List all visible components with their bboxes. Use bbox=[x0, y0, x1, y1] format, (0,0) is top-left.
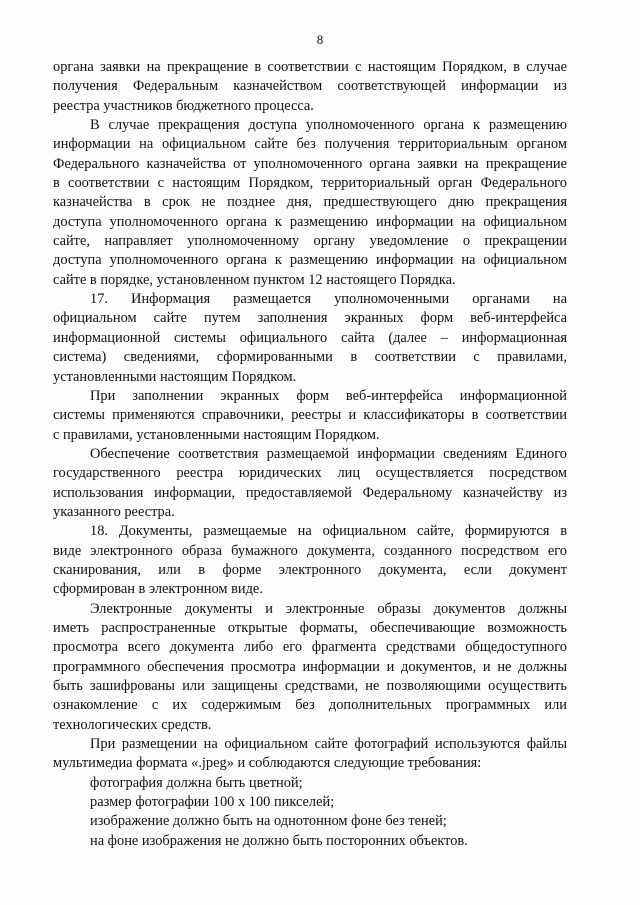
text-line: доступа уполномоченного органа к размещению информации на официальном bbox=[53, 252, 567, 269]
text-line: технологических средств. bbox=[53, 716, 212, 733]
text-line: информации на официальном сайте без получения территориальным органом bbox=[53, 136, 567, 153]
text-line: официальном сайте путем заполнения экранных форм веб-интерфейса bbox=[53, 310, 567, 327]
text-line: программного обеспечения просмотра информации и документов, и не должны bbox=[53, 658, 567, 675]
text-line: государственного реестра юридических лиц осуществляется посредством bbox=[53, 465, 567, 482]
text-line: быть зашифрованы или защищены средствами, не позволяющими осуществить bbox=[53, 678, 567, 694]
text-line: Электронные документы и электронные образы документов должны bbox=[90, 600, 567, 617]
text-line: системы применяются справочники, реестры и классификаторы в соответствии bbox=[53, 407, 567, 424]
text-line: виде электронного образа бумажного документа, созданного посредством его bbox=[53, 542, 567, 559]
text-line: 18. Документы, размещаемые на официальном сайте, формируются в bbox=[90, 523, 567, 540]
text-line: в соответствии с настоящим Порядком, территориальный орган Федерального bbox=[53, 175, 567, 192]
text-line: реестра участников бюджетного процесса. bbox=[53, 97, 314, 114]
text-line: система) сведениями, сформированными в соответствии с правилами, bbox=[53, 349, 567, 366]
text-line: Обеспечение соответствия размещаемой информации сведениям Единого bbox=[90, 445, 567, 462]
text-line: установленными настоящим Порядком. bbox=[53, 368, 297, 385]
text-line: информационной системы официального сайта (далее – информационная bbox=[53, 329, 567, 346]
text-line: ознакомление с их содержимым без дополнительных программных или bbox=[53, 697, 567, 714]
document-body bbox=[53, 58, 567, 851]
text-line: В случае прекращения доступа уполномоченного органа к размещению bbox=[90, 117, 567, 134]
text-line: сканирования, или в форме электронного документа, если документ bbox=[53, 561, 567, 578]
text-line: органа заявки на прекращение в соответствии с настоящим Порядком, в случае bbox=[53, 59, 567, 75]
text-line: При размещении на официальном сайте фотографий используются файлы bbox=[90, 736, 567, 753]
text-line: мультимедиа формата «.jpeg» и соблюдаются следующие требования: bbox=[53, 755, 482, 772]
text-line: фотография должна быть цветной; bbox=[90, 774, 303, 791]
text-line: 17. Информация размещается уполномоченными органами на bbox=[90, 291, 567, 308]
text-line: сформирован в электронном виде. bbox=[53, 581, 263, 598]
text-line: иметь распространенные открытые форматы, обеспечивающие возможность bbox=[53, 619, 567, 636]
text-line: получения Федеральным казначейством соответствующей информации из bbox=[53, 78, 567, 95]
text-line: с правилами, установленными настоящим Порядком. bbox=[53, 426, 380, 443]
text-line: доступа уполномоченного органа к размещению информации на официальном bbox=[53, 213, 567, 230]
text-line: сайте, направляет уполномоченному органу уведомление о прекращении bbox=[53, 233, 567, 250]
page-number: 8 bbox=[316, 32, 324, 47]
text-line: изображение должно быть на однотонном фоне без теней; bbox=[90, 813, 447, 830]
text-line: использования информации, предоставляемой Федеральному казначейству из bbox=[53, 484, 567, 501]
text-line: При заполнении экранных форм веб-интерфейса информационной bbox=[90, 387, 567, 404]
text-line: на фоне изображения не должно быть посторонних объектов. bbox=[90, 832, 468, 849]
text-line: указанного реестра. bbox=[53, 503, 175, 520]
text-line: казначейства в срок не позднее дня, предшествующего дню прекращения bbox=[53, 194, 567, 211]
text-line: просмотра всего документа либо его фрагмента средствами общедоступного bbox=[53, 639, 567, 656]
text-line: размер фотографии 100 х 100 пикселей; bbox=[90, 794, 335, 811]
text-line: Федерального казначейства от уполномоченного органа заявки на прекращение bbox=[53, 155, 567, 172]
text-line: сайте в порядке, установленном пунктом 12 настоящего Порядка. bbox=[53, 271, 456, 288]
